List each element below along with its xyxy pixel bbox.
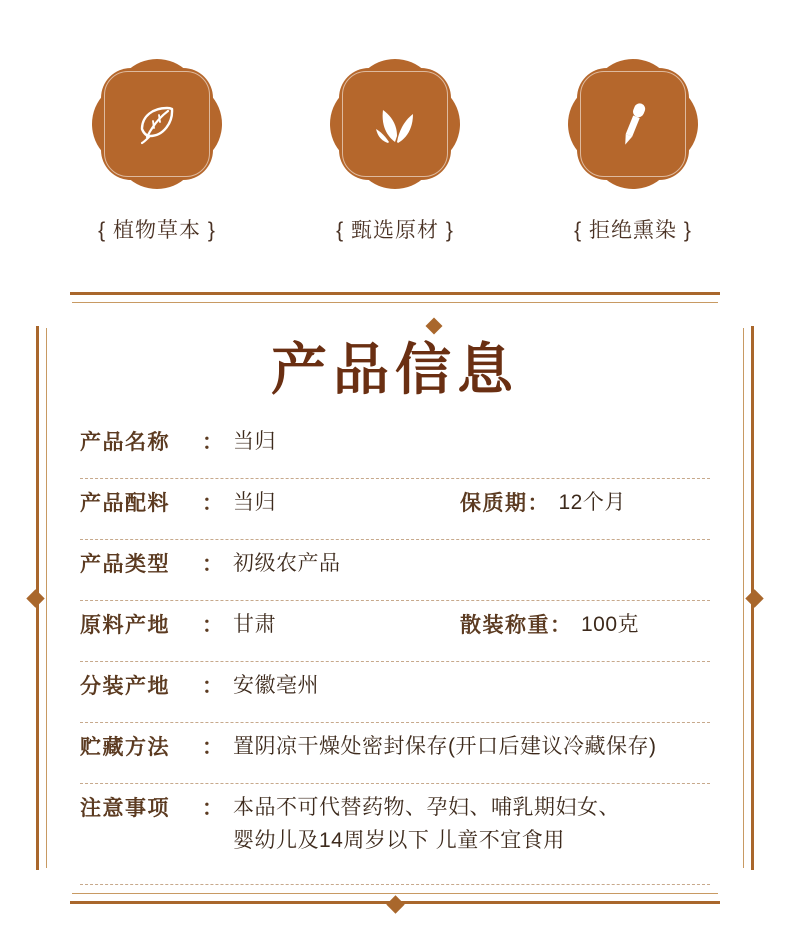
row-value-line2: 婴幼儿及14周岁以下 儿童不宜食用 [233, 828, 565, 852]
info-row [80, 662, 710, 723]
feature-item [558, 52, 708, 244]
row-label-secondary: 散装称重 [460, 614, 550, 637]
row-label-secondary: 保质期 [460, 492, 528, 515]
feature-label: { 拒绝熏染 } [574, 219, 692, 242]
badge-selected-material [323, 52, 467, 196]
product-info-card [36, 292, 754, 904]
row-colon: ： [202, 675, 223, 698]
grass-sprout-icon [365, 94, 425, 154]
row-colon: ： [202, 492, 223, 515]
badge-plant-herb [85, 52, 229, 196]
row-value: 当归 [233, 430, 276, 453]
feature-label: { 植物草本 } [98, 219, 216, 242]
info-row [80, 723, 710, 784]
row-colon: ： [202, 736, 223, 759]
row-label: 贮藏方法 [80, 736, 170, 759]
row-value [233, 792, 620, 857]
row-value: 安徽亳州 [233, 674, 319, 697]
info-row [80, 601, 710, 662]
row-secondary-field [460, 609, 639, 642]
row-label: 产品配料 [80, 492, 170, 515]
row-label: 原料产地 [80, 614, 170, 637]
info-row [80, 418, 710, 479]
row-colon: ： [202, 797, 223, 820]
row-label: 分装产地 [80, 675, 170, 698]
info-row [80, 540, 710, 601]
row-value: 甘肃 [233, 613, 276, 636]
feature-badges [0, 52, 790, 244]
card-title: 产品信息 [271, 340, 519, 402]
row-label: 产品名称 [80, 431, 170, 454]
row-colon-secondary: ： [550, 614, 571, 637]
row-value: 初级农产品 [233, 552, 341, 575]
row-colon-secondary: ： [527, 492, 549, 515]
row-label: 产品类型 [80, 553, 170, 576]
row-secondary-field [460, 487, 626, 520]
row-value-line1: 本品不可代替药物、孕妇、哺乳期妇女、 [233, 796, 620, 819]
row-value-secondary: 12个月 [558, 491, 626, 514]
row-value-secondary: 100克 [581, 613, 640, 636]
row-colon: ： [202, 614, 223, 637]
row-label: 注意事项 [80, 797, 170, 820]
leaf-seed-icon [127, 94, 187, 154]
badge-no-fumigation [561, 52, 705, 196]
dropper-icon [603, 94, 663, 154]
feature-item [82, 52, 232, 244]
row-value: 当归 [233, 491, 276, 514]
info-row [80, 784, 710, 885]
row-colon: ： [202, 553, 223, 576]
row-colon: ： [202, 431, 223, 454]
info-row [80, 479, 710, 540]
feature-label: { 甄选原材 } [336, 219, 454, 242]
row-value: 置阴凉干燥处密封保存(开口后建议冷藏保存) [233, 735, 657, 758]
info-rows [80, 418, 710, 885]
feature-item [320, 52, 470, 244]
